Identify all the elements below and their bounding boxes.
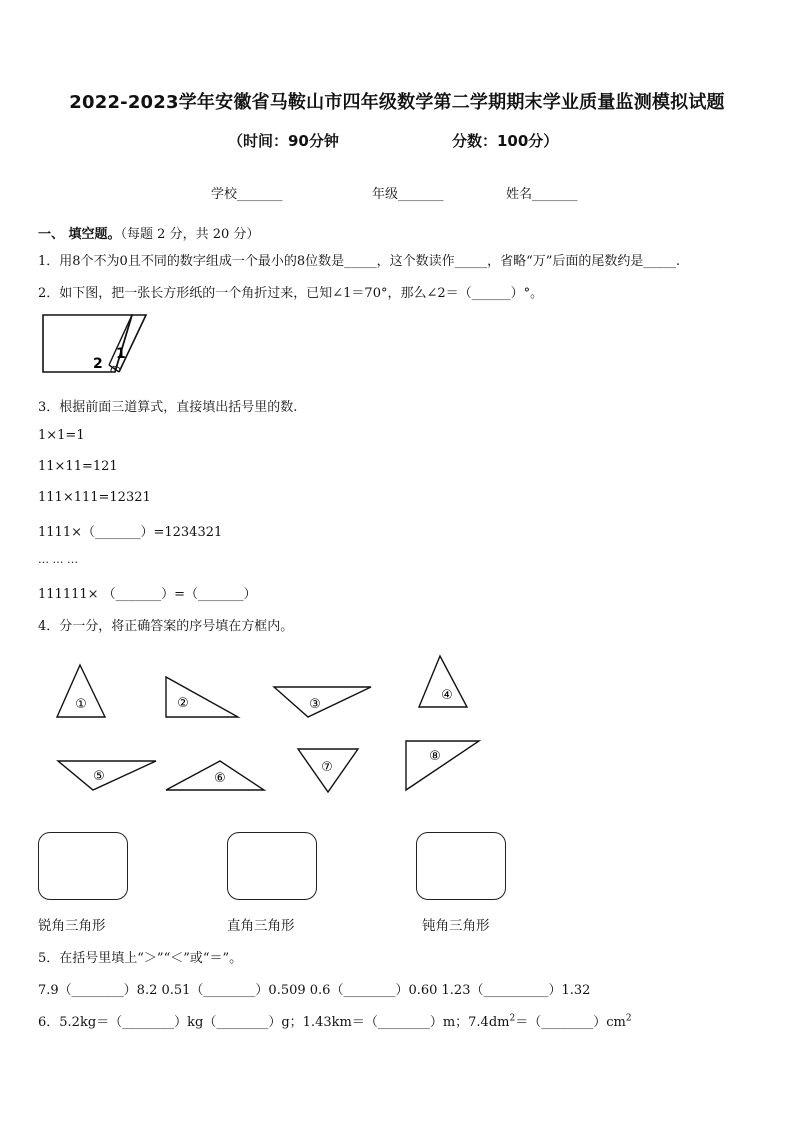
question-2: 2．如下图，把一张长方形纸的一个角折过来，已知∠1＝70°，那么∠2＝（______）°。 (38, 286, 544, 301)
school-blank: _______ (237, 187, 283, 202)
name-field (506, 183, 578, 202)
page-title: 2022-2023学年安徽省马鞍山市四年级数学第二学期期末学业质量监测模拟试题 (69, 92, 725, 113)
triangle-5-label: ⑤ (93, 769, 105, 784)
obtuse-box-label: 钝角三角形 (422, 918, 490, 934)
folded-rectangle-figure (40, 310, 152, 378)
section-note: （每题 2 分，共 20 分） (120, 227, 260, 242)
q3-ellipsis: … … … (38, 553, 78, 566)
q3-equation-1: 1×1=1 (38, 428, 85, 443)
acute-box-label: 锐角三角形 (38, 918, 106, 934)
name-blank: _______ (532, 187, 578, 202)
triangle-8-label: ⑧ (429, 749, 441, 764)
grade-label: 年级 (372, 187, 399, 202)
question-3: 3．根据前面三道算式，直接填出括号里的数. (38, 400, 298, 415)
q3-equation-2: 11×11=121 (38, 459, 118, 474)
triangle-7-label: ⑦ (321, 760, 333, 775)
triangle-3 (274, 687, 371, 717)
grade-blank: _______ (398, 187, 444, 202)
right-box-label: 直角三角形 (227, 918, 295, 934)
right-answer-box[interactable] (227, 832, 317, 900)
q3-equation-6: 111111× （_______）=（_______） (38, 587, 257, 602)
q6-text-2: ＝（________）cm (515, 1015, 626, 1030)
q6-sup-2: 2 (625, 1013, 632, 1024)
exam-time: （时间：90分钟 (228, 132, 339, 150)
school-label: 学校 (211, 187, 238, 202)
triangle-4-label: ④ (441, 688, 453, 703)
acute-answer-box[interactable] (38, 832, 128, 900)
section-title: 一、 填空题。 (38, 227, 121, 242)
q6-sup-1: 2 (509, 1013, 516, 1024)
triangle-2-label: ② (177, 696, 189, 711)
question-5: 5．在括号里填上“＞”“＜”或“＝”。 (38, 951, 243, 966)
triangles-figure (0, 640, 794, 800)
name-label: 姓名 (506, 187, 533, 202)
section-heading (38, 223, 259, 242)
triangle-3-label: ③ (309, 697, 321, 712)
grade-field (372, 183, 444, 202)
question-6 (38, 1011, 632, 1030)
q3-equation-3: 111×111=12321 (38, 490, 151, 505)
q3-equation-4: 1111×（_______）=1234321 (38, 525, 223, 540)
angle-1-label: 1 (116, 346, 126, 362)
q5-comparisons: 7.9（________）8.2 0.51（________）0.509 0.6（________）0.60 1.23（__________）1.32 (38, 983, 591, 998)
q6-text-1: 6．5.2kg＝（________）kg（________）g；1.43km＝（________）m；7.4dm (38, 1015, 510, 1030)
angle-2-label: 2 (93, 356, 103, 372)
school-field (211, 183, 283, 202)
exam-score: 分数：100分） (452, 132, 559, 150)
question-1: 1．用8个不为0且不同的数字组成一个最小的8位数是_____，这个数读作_____，省略“万”后面的尾数约是_____. (38, 254, 681, 269)
triangle-5 (58, 761, 156, 790)
triangle-1-label: ① (75, 697, 87, 712)
obtuse-answer-box[interactable] (416, 832, 506, 900)
triangle-8 (406, 741, 479, 790)
question-4: 4．分一分，将正确答案的序号填在方框内。 (38, 619, 294, 634)
triangle-6-label: ⑥ (214, 771, 226, 786)
